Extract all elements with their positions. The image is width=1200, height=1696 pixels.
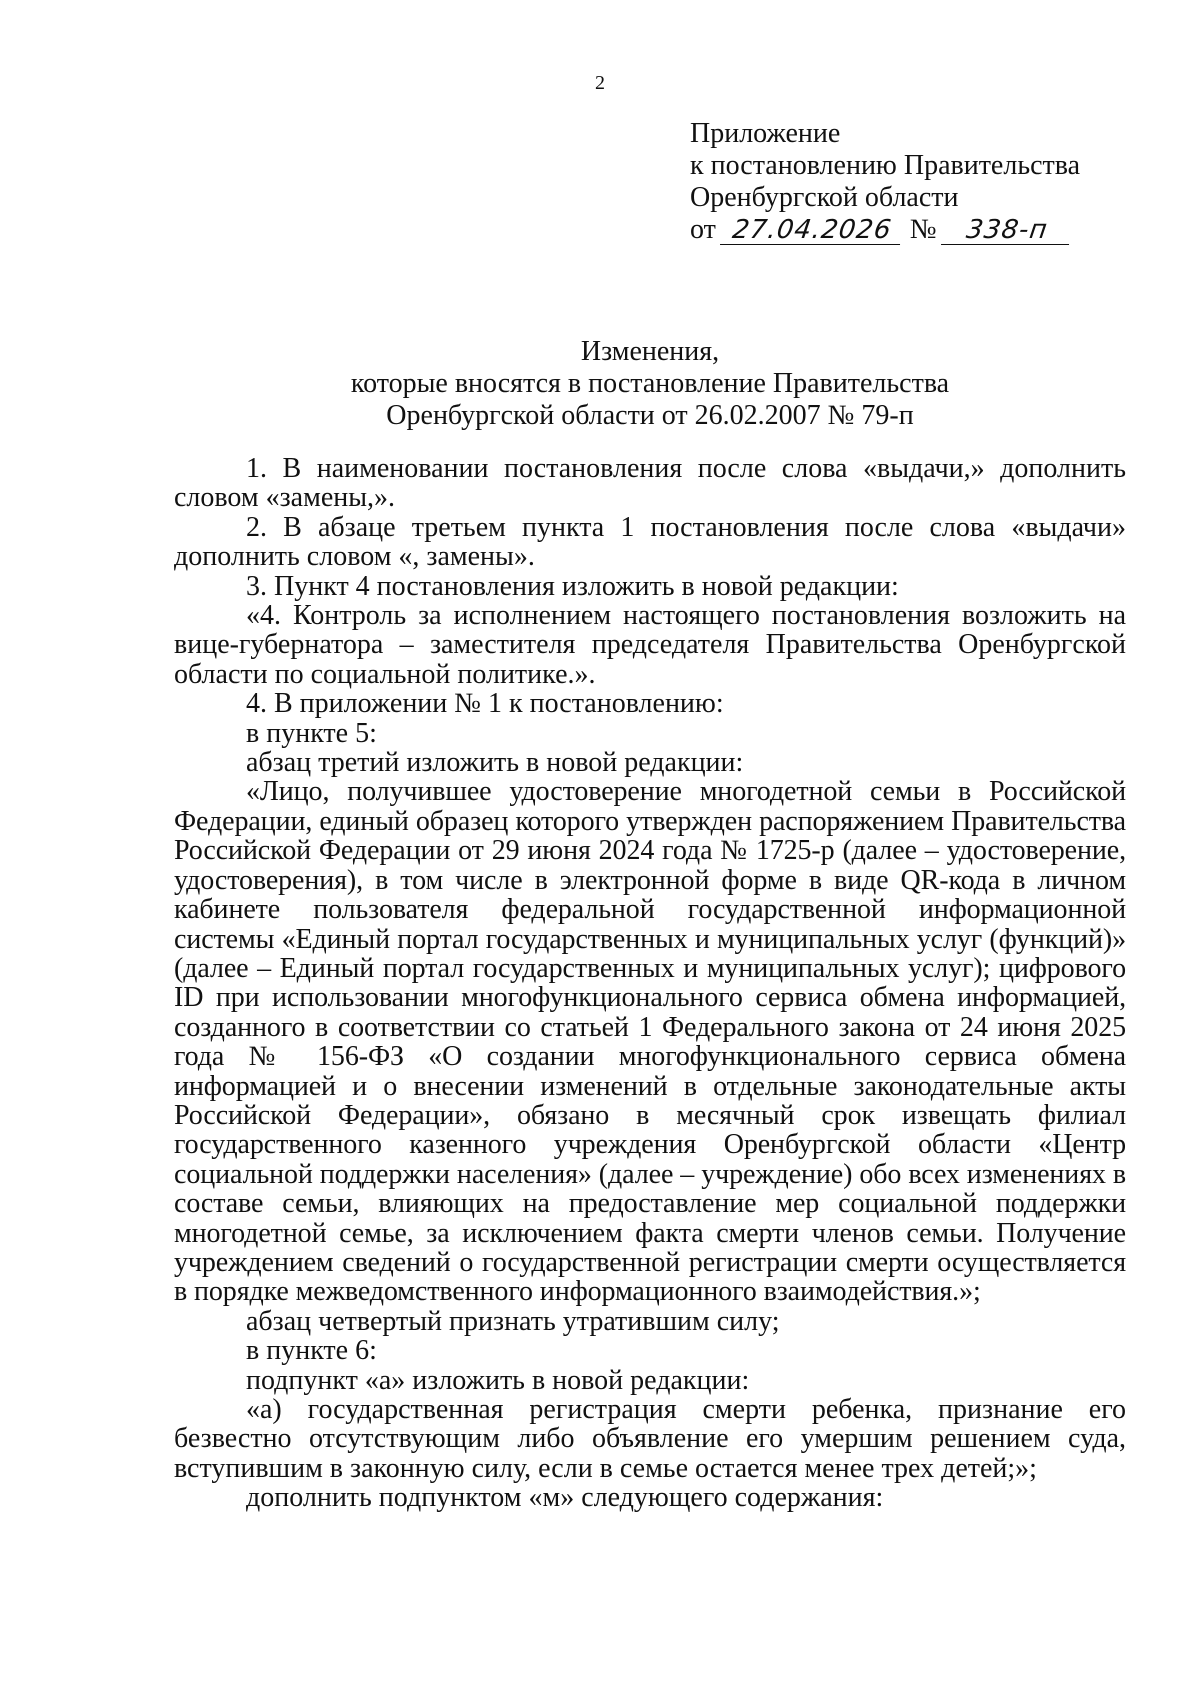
paragraph-4: «4. Контроль за исполнением настоящего постановления возложить на вице-губернатора – заместителя председателя Правительства Оренбургской области по социальной политике.». — [174, 600, 1126, 690]
from-label: от — [690, 214, 716, 245]
handwritten-number: 338-п — [941, 216, 1073, 245]
appendix-date-number-row — [690, 214, 1170, 246]
paragraph-1: 1. В наименовании постановления после слова «выдачи,» дополнить словом «замены,». — [174, 453, 1126, 514]
paragraph-7: абзац третий изложить в новой редакции: — [246, 747, 744, 779]
title-line-1: Изменения, — [580, 336, 720, 367]
appendix-line-1: Приложение — [690, 118, 841, 149]
paragraph-9: абзац четвертый признать утратившим силу; — [246, 1305, 780, 1337]
document-title — [0, 336, 1200, 432]
paragraph-10: в пункте 6: — [246, 1335, 377, 1367]
paragraph-3: 3. Пункт 4 постановления изложить в новой редакции: — [246, 570, 899, 602]
appendix-line-2: к постановлению Правительства — [690, 150, 1081, 181]
paragraph-11: подпункт «а» изложить в новой редакции: — [246, 1364, 750, 1396]
page-number: 2 — [595, 72, 605, 94]
paragraph-6: в пункте 5: — [246, 717, 377, 749]
appendix-line-3: Оренбургской области — [690, 182, 959, 213]
handwritten-date: 27.04.2026 — [720, 216, 904, 245]
paragraph-2: 2. В абзаце третьем пункта 1 постановления после слова «выдачи» дополнить словом «, замены». — [174, 511, 1126, 573]
title-line-3: Оренбургской области от 26.02.2007 № 79-п — [386, 400, 914, 431]
number-label: № — [909, 214, 937, 245]
paragraph-5: 4. В приложении № 1 к постановлению: — [246, 688, 724, 720]
paragraph-8: «Лицо, получившее удостоверение многодетной семьи в Российской Федерации, единый образец которого утвержден распоряжением Правительства Российской Федерации от 29 июня 2024 года № 1725-р (далее – удостоверение, удостоверения), в том числе в электронной форме в виде QR-кода в личном кабинете пользователя федеральной государственной информационной системы «Единый портал государственных и муниципальных услуг (функций)» (далее – Единый портал государственных и муниципальных услуг); цифрового ID при использовании многофункционального сервиса обмена информацией, созданного в соответствии со статьей 1 Федерального закона от 24 июня 2025 года № 156-ФЗ «О создании многофункционального сервиса обмена информацией и о внесении изменений в отдельные законодательные акты Российской Федерации», обязано в месячный срок извещать филиал государственного казенного учреждения Оренбургской области «Центр социальной поддержки населения» (далее – учреждение) обо всех изменениях в составе семьи, влияющих на предоставление мер социальной поддержки многодетной семье, за исключением факта смерти членов семьи. Получение учреждением сведений о государственной регистрации смерти осуществляется в порядке межведомственного информационного взаимодействия.»; — [174, 776, 1126, 1308]
paragraph-13: дополнить подпунктом «м» следующего содержания: — [246, 1482, 884, 1514]
document-body — [174, 454, 1126, 1513]
title-line-2: которые вносятся в постановление Правительства — [350, 368, 950, 399]
appendix-header — [690, 118, 1170, 246]
paragraph-12: «а) государственная регистрация смерти ребенка, признание его безвестно отсутствующим либо объявление его умершим решением суда, вступившим в законную силу, если в семье остается менее трех детей;»; — [174, 1394, 1126, 1484]
